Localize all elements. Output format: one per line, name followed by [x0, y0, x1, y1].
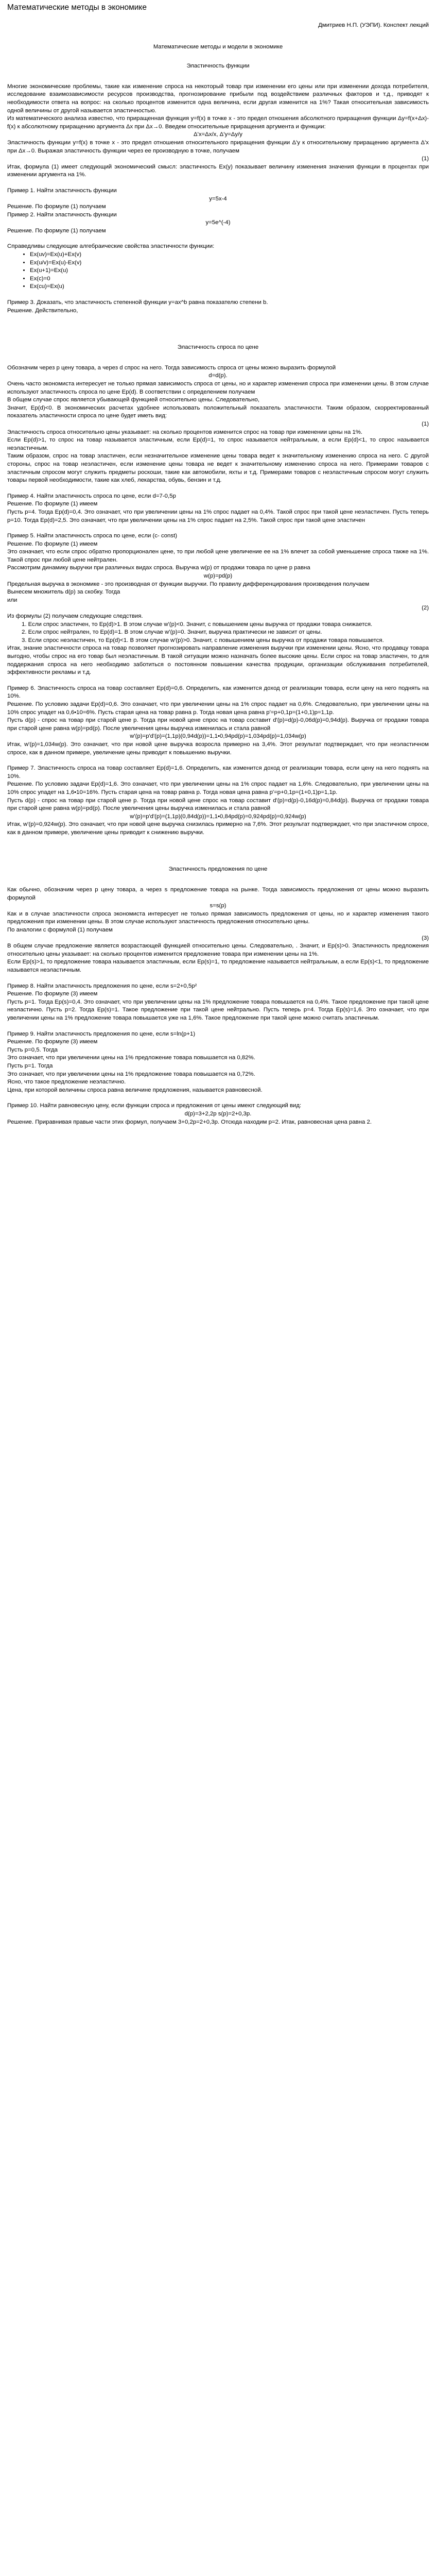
paragraph: y=5e^(-4)	[205, 219, 231, 226]
paragraph: Решение. Действительно,	[7, 307, 78, 314]
paragraph: Пусть d(p) - спрос на товар при старой цене p. Тогда при новой цене спрос на товар составит d'(p)=d(p)-0,06d(p)=0,94d(p). Выручка от продажи товара при старой цене равна w(p)=pd(p). После увеличения цены выручка изменилась и стала равной	[7, 717, 429, 732]
spacer	[7, 975, 429, 982]
list-item: • Ex(u/v)=Ex(u)-Ex(v)	[30, 259, 429, 267]
paragraph: Вынесем множитель d(p) за скобку. Тогда	[7, 589, 120, 596]
paragraph: Решение. По формуле (3) имеем	[7, 991, 98, 997]
paragraph: Если Ep(d)>1, то спрос на товар называется эластичным, если Ep(d)=1, то спрос называется нейтральным, а если Ep(d)<1, то спрос называется неэластичным.	[7, 437, 429, 451]
paragraph: В общем случае предложение является возрастающей функцией относительно цены. Следовательно, . Значит, и Ep(s)>0. Эластичность предложения относительно цены указывает: на сколько процентов изменится предложение товара при изменении цены на 1%.	[7, 943, 429, 957]
spacer	[7, 235, 429, 243]
spacer	[7, 757, 429, 765]
paragraph: Цена, при которой величины спроса равна величине предложения, называется равновесной.	[7, 1087, 263, 1093]
paragraph: Решение. По условию задачи Ep(d)=1,6. Это означает, что при увеличении цены на 1% спрос падает на 1,6%. Следовательно, при увеличении цены на 10% спрос упадет на 1,6•10=16%. Пусть старая цена на товар равна p. Тогда новая цена равна p'=p+0,1p=(1+0,1)p=1,1p.	[7, 781, 429, 795]
paragraph: Пусть p=1. Тогда	[7, 1062, 53, 1069]
paragraph: Это означает, что при увеличении цены на 1% предложение товара повышается на 0,72%.	[7, 1071, 255, 1077]
paragraph: (1)	[422, 156, 429, 162]
paragraph: Итак, w'(p)=0,924w(p). Это означает, что при новой цене выручка снизилась примерно на 7,6%. Этот результат подтверждает, что при эластичном спросе, как в данном примере, увеличение цены приводит к снижению выручки.	[7, 821, 429, 836]
paragraph: Пример 9. Найти эластичность предложения по цене, если s=ln(p+1)	[7, 1030, 196, 1037]
spacer	[7, 485, 429, 493]
paragraph: s=s(p)	[210, 903, 226, 909]
paragraph: Эластичность функции y=f(x) в точке x - это предел отношения относительного приращения функции Δ'y к относительному приращению аргумента Δ'x при Δx→0. Выражая эластичность функции через ее производную в точке, получаем	[7, 139, 429, 154]
paragraph: Пусть d(p) - спрос на товар при старой цене p. Тогда при новой цене спрос на товар составит d'(p)=d(p)-0,16d(p)=0,84d(p). Выручка от продажи товара при старой цене равна w(p)=pd(p). После увеличения цены выручка изменилась и стала равной	[7, 797, 429, 812]
list-item: 2. Если спрос нейтрален, то Ep(d)=1. В этом случае w'(p)=0. Значит, выручка практически не зависит от цены.	[22, 629, 322, 636]
paragraph: Ясно, что такое предложение неэластично.	[7, 1079, 126, 1086]
paragraph: Решение. Приравнивая правые части этих формул, получаем 3+0,2p=2+0,3p. Отсюда находим p=2. Итак, равновесная цена равна 2.	[7, 1118, 372, 1125]
paragraph: Итак, формула (1) имеет следующий экономический смысл: эластичность Ex(y) показывает величину изменения значения функции в процентах при изменении аргумента на 1%.	[7, 163, 429, 178]
list-item: • Ex(cu)=Ex(u)	[30, 283, 429, 291]
paragraph: Решение. По формуле (1) получаем	[7, 204, 106, 210]
list-item: • Ex(c)=0	[30, 275, 429, 283]
list-item: • Ex(uv)=Ex(u)+Ex(v)	[30, 251, 429, 259]
section-body	[7, 886, 429, 1126]
paragraph: Пример 5. Найти эластичность спроса по цене, если (c- const)	[7, 533, 178, 539]
document-title: Математические методы в экономике	[7, 3, 147, 12]
paragraph: Значит, Ep(d)<0. В экономических расчетах удобнее использовать положительный показатель эластичности. Таким образом, скорректированный показатель эластичности спроса по цене будет иметь вид:	[7, 404, 429, 419]
paragraph: Как и в случае эластичности спроса экономиста интересует не только прямая зависимость предложения от цены, но и характер изменения такого предложения при изменении цены. В этом случае используют эластичность предложения относительно цены.	[7, 910, 429, 925]
paragraph: Многие экономические проблемы, такие как изменение спроса на некоторый товар при изменении его цены или при изменении дохода потребителя, исследование взаимозависимости ресурсов производства, прогнозирование прибыли под воздействием различных факторов и т.д., приводят к необходимости ответа на вопрос: на сколько процентов изменится одна величина, если другая изменится на 1%? Такая относительная зависимость одной величины от другой называется эластичностью.	[7, 83, 429, 114]
paragraph: По аналогии с формулой (1) получаем	[7, 927, 113, 934]
author-byline: Дмитриев Н.П. (УЭПИ). Конспект лекций	[318, 22, 429, 28]
paragraph: Как обычно, обозначим через p цену товара, а через s предложение товара на рынке. Тогда зависимость предложения от цены можно выразить формулой	[7, 887, 429, 901]
spacer	[7, 1094, 429, 1102]
paragraph: Пример 3. Доказать, что эластичность степенной функции y=ax^b равна показателю степени b.	[7, 299, 268, 306]
paragraph: w(p)=pd(p)	[203, 573, 233, 580]
paragraph: (1)	[422, 420, 429, 427]
paragraph: Решение. По условию задачи Ep(d)=0,6. Это означает, что при увеличении цены на 1% спрос падает на 0,6%. Следовательно, при увеличении цены на 10% спрос упадет на 0,6•10=6%. Пусть старая цена на товар равна p. Тогда новая цена равна p'=p+0,1p=(1+0,1)p=1,1p.	[7, 701, 429, 716]
paragraph: Если Ep(s)>1, то предложение товара называется эластичным, если Ep(s)=1, то предложение называется нейтральным, а если Ep(s)<1, то предложение называется неэластичным.	[7, 959, 429, 973]
paragraph: Пример 8. Найти эластичность предложения по цене, если s=2+0,5p²	[7, 982, 197, 989]
paragraph: y=5x-4	[209, 195, 227, 202]
section-subheading: Эластичность предложения по цене	[168, 866, 268, 873]
paragraph: Из математического анализа известно, что приращенная функция y=f(x) в точке x - это предел отношения абсолютного приращения функции Δy=f(x+Δx)-f(x) к абсолютному приращению аргумента Δx при Δx→0. Введем относительные приращения аргумента и функции:	[7, 115, 429, 130]
paragraph: Пример 4. Найти эластичность спроса по цене, если d=7-0,5p	[7, 493, 176, 499]
paragraph: Решение. По формуле (1) имеем	[7, 501, 98, 507]
list-item: 1. Если спрос эластичен, то Ep(d)>1. В этом случае w'(p)<0. Значит, с повышением цены выручка от продажи товара снижается.	[22, 621, 373, 628]
section-heading: Математические методы и модели в экономике	[153, 43, 283, 50]
section-subheading: Эластичность функции	[186, 63, 250, 70]
spacer	[7, 677, 429, 685]
paragraph: Справедливы следующие алгебраические свойства эластичности функции:	[7, 243, 215, 250]
paragraph: (2)	[422, 605, 429, 612]
paragraph: Из формулы (2) получаем следующие следствия.	[7, 613, 143, 620]
spacer	[7, 1023, 429, 1030]
paragraph: Решение. По формуле (1) имеем	[7, 540, 98, 547]
paragraph: Пример 7. Эластичность спроса на товар составляет Ep(d)=1,6. Определить, как изменится доход от реализации товара, если цену на него поднять на 10%.	[7, 765, 429, 779]
spacer	[7, 524, 429, 532]
paragraph: или	[7, 597, 18, 603]
paragraph: Эластичность спроса относительно цены указывает: на сколько процентов изменится спрос на товар при изменении цены на 1%.	[7, 429, 363, 435]
list-item: 3. Если спрос неэластичен, то Ep(d)<1. В этом случае w'(p)>0. Значит, с повышением цены выручка от продажи товара повышается.	[22, 637, 384, 643]
paragraph: Δ'x=Δx/x, Δ'y=Δy/y	[194, 131, 242, 138]
paragraph: Пример 2. Найти эластичность функции	[7, 211, 117, 218]
spacer	[7, 179, 429, 187]
section-body	[7, 291, 429, 315]
paragraph: Пример 10. Найти равновесную цену, если функции спроса и предложения от цены имеют следующий вид:	[7, 1103, 302, 1109]
paragraph: Решение. По формуле (1) получаем	[7, 227, 106, 234]
document-page	[0, 0, 436, 1126]
paragraph: Это означает, что если спрос обратно пропорционален цене, то при любой цене увеличение ее на 1% влечет за собой уменьшение спроса также на 1%. Такой спрос при любой цене нейтрален.	[7, 549, 429, 563]
paragraph: d(p)=3+2,2p s(p)=2+0,3p.	[184, 1110, 252, 1117]
paragraph: Очень часто экономиста интересует не только прямая зависимость спроса от цены, но и характер изменения спроса при изменении цены. В этом случае используют эластичность спроса по цене Ep(d). В соответствии с определением получаем	[7, 381, 429, 395]
paragraph: Обозначим через p цену товара, а через d спрос на него. Тогда зависимость спроса от цены можно выразить формулой	[7, 364, 336, 371]
paragraph: Это означает, что при увеличении цены на 1% предложение товара повышается на 0,82%.	[7, 1055, 255, 1061]
list-item: • Ex(u+1)=Ex(u)	[30, 267, 429, 275]
properties-list	[7, 251, 429, 291]
paragraph: d=d(p).	[208, 372, 228, 379]
paragraph: w'(p)=p'd'(p)=(1,1p)(0,94d(p))=1,1•0,94pd(p)=1,034pd(p)=1,034w(p)	[130, 733, 306, 740]
paragraph: Итак, w'(p)=1,034w(p). Это означает, что при новой цене выручка возросла примерно на 3,4%. Этот результат подтверждает, что при неэластичном спросе, как в данном примере, увеличение цены приводит к повышению выручки.	[7, 741, 429, 756]
paragraph: Пусть p=4. Тогда Ep(d)=0,4. Это означает, что при увеличении цены на 1% спрос падает на 0,4%. Такой спрос при такой цене неэластичен. Пусть теперь p=10. Тогда Ep(d)=2,5. Это означает, что при увеличении цены на 1% спрос падает на 2,5%. Такой спрос при такой цене эластичен	[7, 509, 429, 523]
section-body	[7, 364, 429, 621]
paragraph: Итак, знание эластичности спроса на товар позволяет прогнозировать направление изменения выручки при изменении цены. Ясно, что продавцу товара выгодно, чтобы спрос на его товар был неэластичным. В такой ситуации можно назначать более высокие цены. Если спрос на товар эластичен, то для поддержания спроса на него необходимо заботиться о постоянном повышении качества продукции, организации обслуживания потребителей, эффективности рекламы и т.д.	[7, 645, 429, 676]
section-body	[7, 83, 429, 251]
paragraph: w'(p)=p'd'(p)=(1,1p)(0,84d(p))=1,1•0,84pd(p)=0,924pd(p)=0,924w(p)	[130, 813, 306, 820]
paragraph: Пусть p=1. Тогда Ep(s)=0,4. Это означает, что при увеличении цены на 1% предложение товара повышается на 0,4%. Такое предложение при такой цене неэластично. Пусть p=2. Тогда Ep(s)=1. Такое предложение при такой цене нейтрально. Пусть теперь p=4. Тогда Ep(s)=1,6. Это означает, что при увеличении цены на 1% предложение товара повышается уже на 1,6%. Такое предложение при такой цене можно считать эластичным.	[7, 998, 429, 1021]
paragraph: Пример 1. Найти эластичность функции	[7, 187, 117, 194]
spacer	[7, 291, 429, 299]
paragraph: Предельная выручка в экономике - это производная от функции выручки. По правилу дифференцирования произведения получаем	[7, 581, 370, 587]
paragraph: Решение. По формуле (3) имеем	[7, 1039, 98, 1045]
paragraph: В общем случае спрос является убывающей функцией относительно цены. Следовательно,	[7, 397, 259, 403]
paragraph: Таким образом, спрос на товар эластичен, если незначительное изменение цены товара ведет к значительному изменению спроса на него. С другой стороны, спрос на товар неэластичен, если изменение цены товара не ведет к значительному изменению спроса на него. Примерами товаров с эластичным спросом могут служить предметы роскоши, такие как автомобили, яхты и т.д. Примерами товаров с неэластичным спросом могут служить товары первой необходимости, такие как хлеб, лекарства, обувь, бензин и т.д.	[7, 453, 429, 484]
consequences-list	[7, 621, 429, 645]
paragraph: Рассмотрим динамику выручки при различных видах спроса. Выручка w(p) от продажи товара по цене p равна	[7, 565, 310, 571]
paragraph: Пусть p=0,5. Тогда	[7, 1046, 58, 1053]
section-body	[7, 645, 429, 837]
paragraph: Пример 6. Эластичность спроса на товар составляет Ep(d)=0,6. Определить, как изменится доход от реализации товара, если цену на него поднять на 10%.	[7, 685, 429, 700]
paragraph: (3)	[422, 935, 429, 941]
section-subheading: Эластичность спроса по цене	[177, 344, 259, 351]
